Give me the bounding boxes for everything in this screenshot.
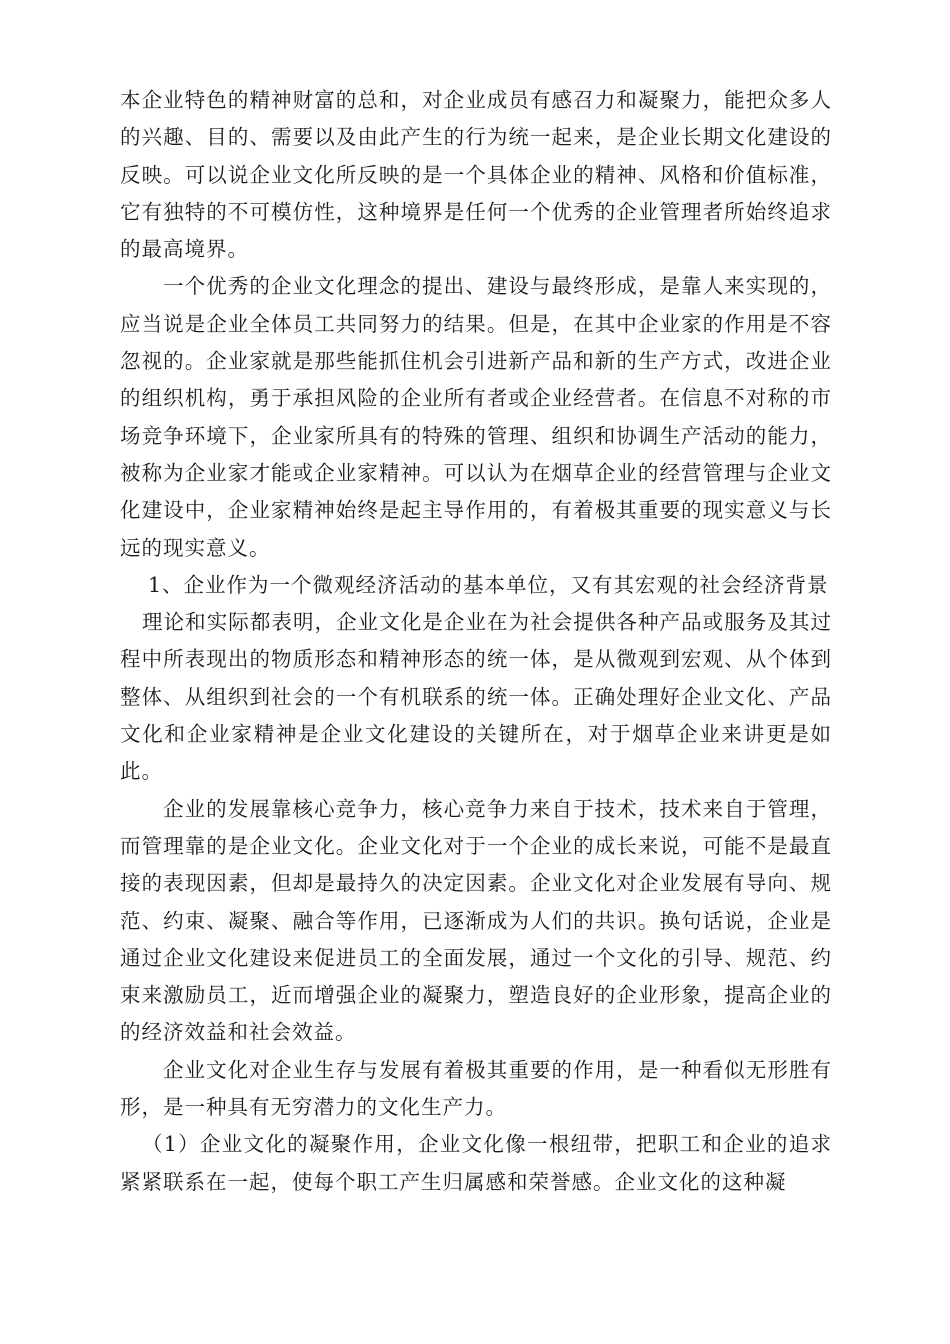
paragraph-entrepreneur-role: 一个优秀的企业文化理念的提出、建设与最终形成，是靠人来实现的，应当说是企业全体员工共同努力的结果。但是，在其中企业家的作用是不容忽视的。企业家就是那些能抓住机会引进新产品和新的生产方式，改进企业的组织机构，勇于承担风险的企业所有者或企业经营者。在信息不对称的市场竞争环境下，企业家所具有的特殊的管理、组织和协调生产活动的能力，被称为企业家才能或企业家精神。可以认为在烟草企业的经营管理与企业文化建设中，企业家精神始终是起主导作用的，有着极其重要的现实意义与长远的现实意义。	[120, 274, 832, 560]
paragraph-enterprise-spirit: 本企业特色的精神财富的总和，对企业成员有感召力和凝聚力，能把众多人的兴趣、目的、需要以及由此产生的行为统一起来，是企业长期文化建设的反映。可以说企业文化所反映的是一个具体企业的精神、风格和价值标准，它有独特的不可模仿性，这种境界是任何一个优秀的企业管理者所始终追求的最高境界。	[120, 88, 832, 262]
section-heading-1: 1、企业作为一个微观经济活动的基本单位，又有其宏观的社会经济背景	[148, 572, 829, 597]
paragraph-culture-importance: 企业文化对企业生存与发展有着极其重要的作用，是一种看似无形胜有形，是一种具有无穷潜力的文化生产力。	[120, 1057, 832, 1120]
paragraph-theory-practice: 理论和实际都表明，企业文化是企业在为社会提供各种产品或服务及其过程中所表现出的物质形态和精神形态的统一体，是从微观到宏观、从个体到整体、从组织到社会的一个有机联系的统一体。正确处理好企业文化、产品文化和企业家精神是企业文化建设的关键所在，对于烟草企业来讲更是如此。	[120, 610, 832, 784]
paragraph-core-competence: 企业的发展靠核心竞争力，核心竞争力来自于技术，技术来自于管理，而管理靠的是企业文化。企业文化对于一个企业的成长来说，可能不是最直接的表现因素，但却是最持久的决定因素。企业文化对企业发展有导向、规范、约束、凝聚、融合等作用，已逐渐成为人们的共识。换句话说，企业是通过企业文化建设来促进员工的全面发展，通过一个文化的引导、规范、约束来激励员工，近而增强企业的凝聚力，塑造良好的企业形象，提高企业的的经济效益和社会效益。	[120, 796, 832, 1045]
paragraph-cohesion-role: （1）企业文化的凝聚作用，企业文化像一根纽带，把职工和企业的追求紧紧联系在一起，使每个职工产生归属感和荣誉感。企业文化的这种凝	[120, 1132, 832, 1194]
document-body	[120, 82, 832, 1201]
